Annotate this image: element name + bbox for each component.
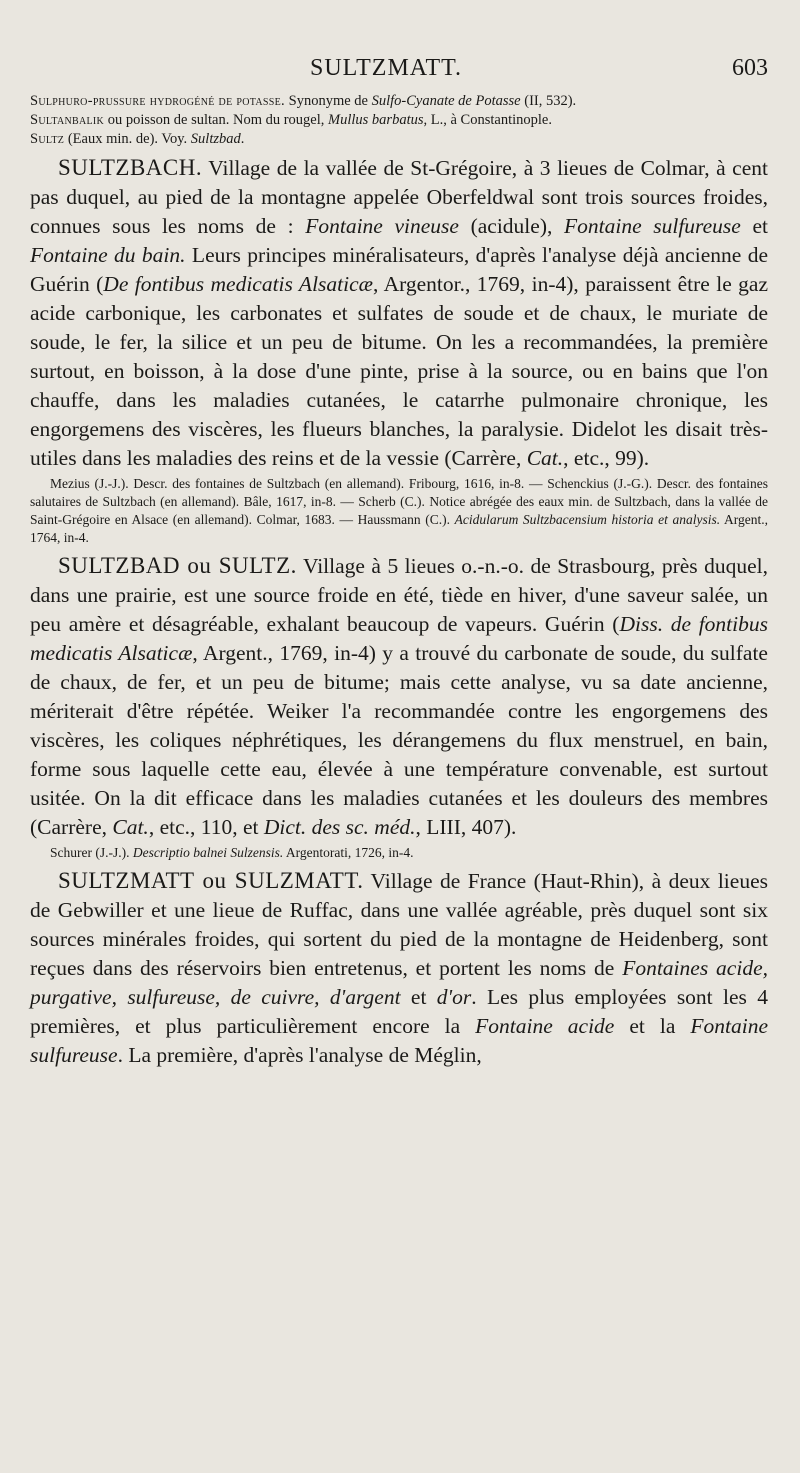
page-body	[30, 92, 768, 1070]
entry-text: Village de la vallée de St-Grégoire, à 3 lieues de Colmar, à cent pas duquel, au pied de la montagne appelée Oberfeldwal sont trois sources froides, connues sous les noms de :	[30, 156, 768, 238]
entry-headword: Sultz	[30, 131, 65, 147]
reference-text: Mezius (J.-J.). Descr. des fontaines de Sultzbach (en allemand). Fribourg, 1616, in-8. — Schenckius (J.-G.). Descr. des fontaines salutaires de Sultzbach (en allemand). Bâle, 1617, in-8. — Scherb (C.). Notice abrégée des eaux min. de Sultzbach, dans la vallée de Saint-Grégoire en Alsace (en allemand). Colmar, 1683. — Haussmann (C.).	[30, 476, 768, 527]
entry-italic: De fontibus medicatis Alsaticæ	[103, 272, 373, 296]
entry-text: et	[400, 985, 437, 1009]
entry-italic: Fontaine sulfureuse	[563, 214, 741, 238]
entry-text: Leurs principes minéralisateurs, d'après l'analyse déjà ancienne de Guérin (	[30, 243, 768, 296]
entry-sultzmatt	[30, 866, 768, 1070]
entry-text: et	[740, 214, 768, 238]
running-head: SULTZMATT.	[310, 55, 463, 81]
entry-italic: Fontaines acide, purgative, sulfureuse, de cuivre, d'argent	[30, 956, 768, 1009]
entry-headword: SULTZBAD ou SULTZ.	[58, 553, 297, 578]
reference-text: Schurer (J.-J.).	[50, 845, 133, 860]
entry-italic: Sultzbad	[190, 131, 241, 147]
entry-text: . Les plus employées sont les 4 premières, et plus particulièrement encore la	[30, 985, 768, 1038]
entry-italic: Mullus barbatus	[328, 112, 424, 128]
entry-italic: d'or	[436, 985, 472, 1009]
entry-headword: SULTZMATT ou SULZMATT.	[58, 868, 364, 893]
bibliography-sultzbach	[30, 475, 768, 547]
entry-text: , Argent., 1769, in-4) y a trouvé du carbonate de soude, du sulfate de chaux, de fer, et un peu de bitume; mais cette analyse, vu sa date ancienne, mériterait d'être répétée. Weiker l'a recommandée contre les engorgemens des viscères, les coliques néphrétiques, les dérangemens du flux menstruel, en bain, forme sous laquelle cette eau, élevée à une température convenable, est surtout usitée. On la dit efficace dans les maladies cutanées et les douleurs des membres (Carrère,	[30, 641, 768, 839]
entry-headword: SULTZBACH.	[58, 155, 203, 180]
entry-text: (Eaux min. de). Voy.	[64, 131, 191, 147]
entry-headword: Sultanbalik	[30, 112, 105, 128]
entry-text: , etc., 99).	[563, 446, 650, 470]
reference-italic: Acidularum Sultzbacensium historia et analysis.	[454, 512, 721, 527]
entry-headword: Sulphuro-prussure hydrogéné de potasse.	[30, 93, 285, 109]
entry-text: , Argentor., 1769, in-4), paraissent être le gaz acide carbonique, les carbonates et sulfates de soude et de chaux, le muriate de soude, le fer, la silice et un peu de bitume. On les a recommandées, la première surtout, en boisson, à la dose d'une pinte, prise à la source, ou en bains que l'on chauffe, dans les maladies cutanées, le catarrhe pulmonaire chronique, les engorgemens des viscères, les flueurs blanches, la paralysie. Didelot les disait très-utiles dans les maladies des reins et de la vessie (Carrère,	[30, 272, 768, 470]
entry-italic: Cat.	[112, 815, 149, 839]
entry-italic: Sulfo-Cyanate de Potasse	[371, 93, 521, 109]
entry-text: ou poisson de sultan. Nom du rougel,	[104, 112, 329, 128]
entry-italic: Cat.	[526, 446, 564, 470]
entry-sultz	[30, 130, 768, 149]
reference-text: Argentorati, 1726, in-4.	[283, 845, 414, 860]
entry-sulphuro	[30, 92, 768, 111]
entry-italic: Dict. des sc. méd.	[263, 815, 416, 839]
entry-text: , LIII, 407).	[415, 815, 517, 839]
entry-sultanbalik	[30, 111, 768, 130]
entry-sultzbad	[30, 551, 768, 842]
entry-text: Village à 5 lieues o.-n.-o. de Strasbourg, près duquel, dans une prairie, est une source froide en été, tiède en hiver, d'une saveur salée, un peu amère et désagréable, exhalant beaucoup de vapeurs. Guérin (	[30, 554, 769, 636]
entry-text: (II, 532).	[520, 93, 577, 109]
entry-text: Village de France (Haut-Rhin), à deux lieues de Gebwiller et une lieue de Ruffac, dans une vallée agréable, près duquel sont six sources minérales froides, qui sortent du pied de la montagne de Heidenberg, sont reçues dans des réservoirs bien entretenus, et portent les noms de	[30, 869, 768, 980]
entry-text: . La première, d'après l'analyse de Méglin,	[117, 1043, 482, 1067]
entry-text: et la	[614, 1014, 691, 1038]
page-header	[0, 55, 800, 89]
entry-text: Synonyme de	[285, 93, 372, 109]
page-number: 603	[732, 55, 768, 81]
reference-italic: Descriptio balnei Sulzensis.	[132, 845, 284, 860]
entry-italic: Fontaine sulfureuse	[30, 1014, 768, 1067]
bibliography-sultzbad	[30, 844, 768, 862]
entry-text: .	[240, 131, 245, 147]
entry-italic: Fontaine acide	[475, 1014, 615, 1038]
entry-text: , L., à Constantinople.	[423, 112, 552, 128]
entry-italic: Fontaine vineuse	[305, 214, 459, 238]
entry-italic: Diss. de fontibus medicatis Alsaticæ	[30, 612, 768, 665]
entry-text: (acidule),	[458, 214, 564, 238]
reference-text: Argent., 1764, in-4.	[30, 512, 768, 545]
entry-text: , etc., 110, et	[148, 815, 264, 839]
entry-italic: Fontaine du bain.	[30, 243, 186, 267]
entry-sultzbach	[30, 153, 768, 473]
